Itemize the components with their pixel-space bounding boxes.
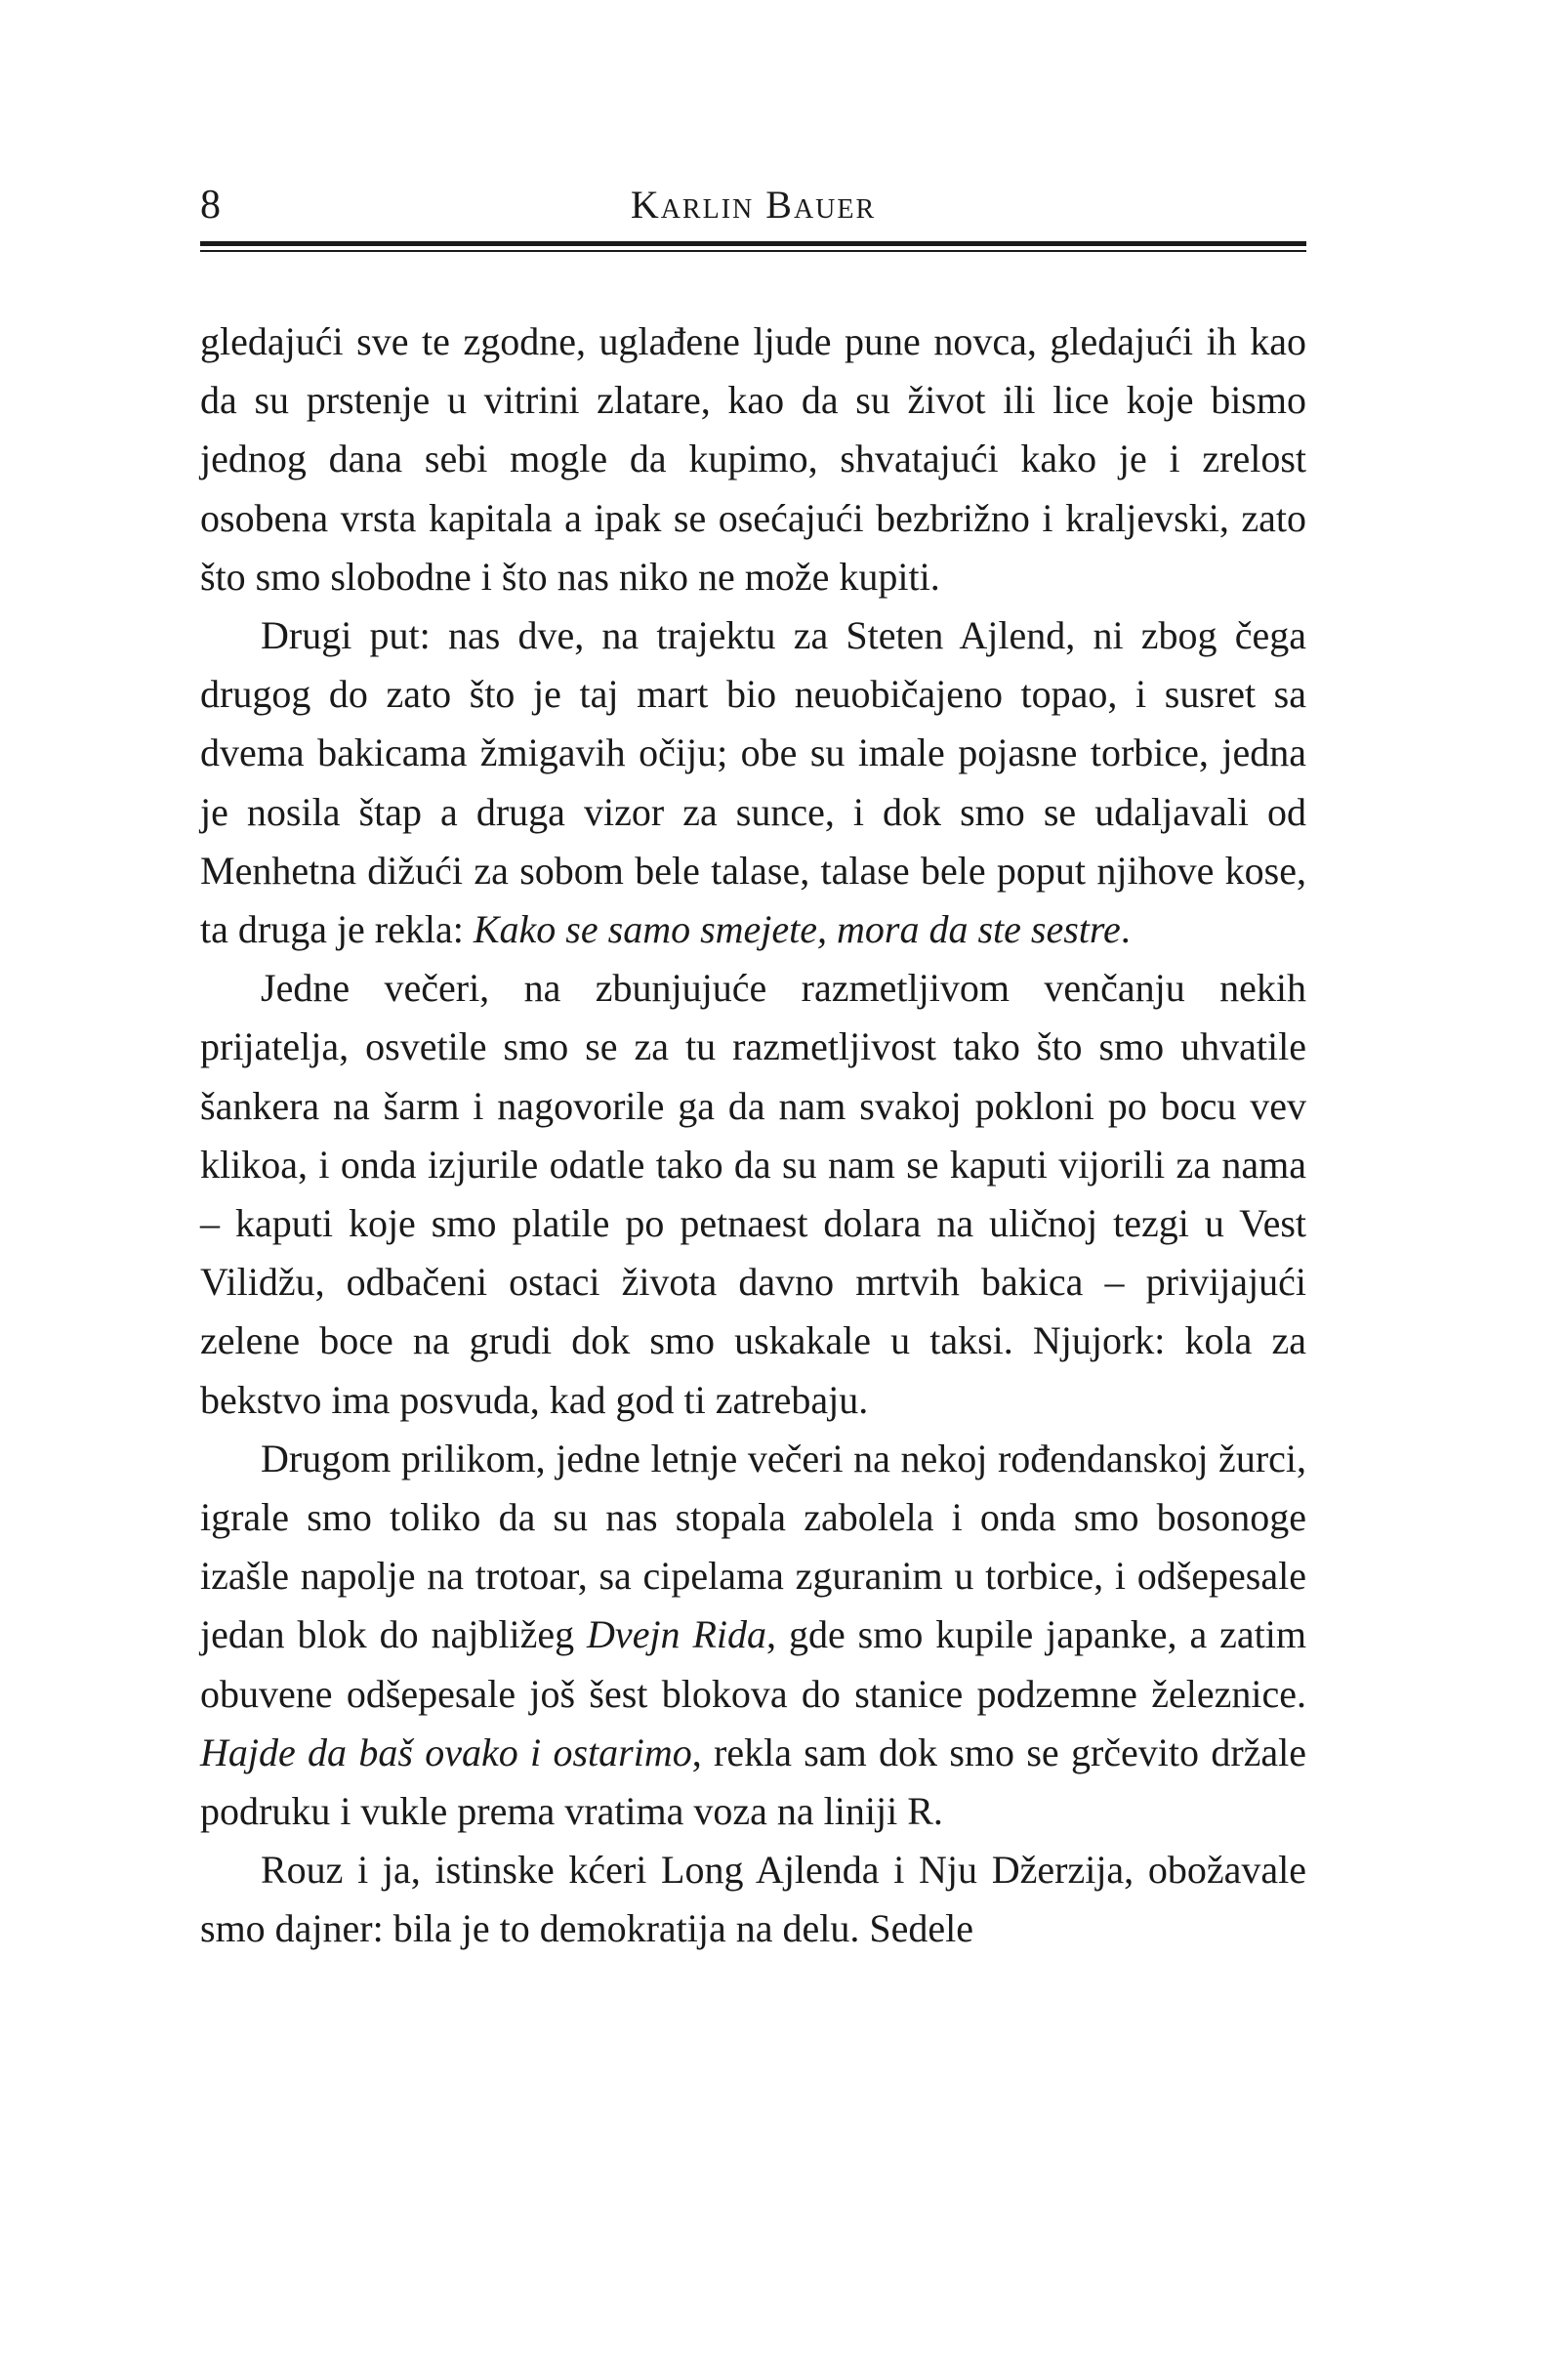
running-head-author: Karlin Bauer: [630, 183, 877, 227]
italic-text: Hajde da baš ovako i ostarimo: [200, 1730, 692, 1774]
text-run: .: [1120, 907, 1131, 952]
paragraph-5: [200, 1841, 1306, 1958]
text-run: Rouz i ja, istinske kćeri Long Ajlenda i Nju Džerzija, obožavale smo dajner: bila je to demokratija na delu. Sedele: [200, 1848, 1306, 1951]
paragraph-4: [200, 1430, 1306, 1841]
text-run: Drugi put: nas dve, na trajektu za Steten Ajlend, ni zbog čega drugog do zato što je taj mart bio neuobičajeno topao, i susret sa dvema bakicama žmigavih očiju; obe su imale pojasne torbice, jedna je nosila štap a druga vizor za sunce, i dok smo se udaljavali od Menhetna dižući za sobom bele talase, talase bele poput njihove kose, ta druga je rekla:: [200, 613, 1306, 952]
page-number: 8: [200, 183, 221, 228]
italic-text: Kako se samo smejete, mora da ste sestre: [473, 907, 1121, 952]
text-run: Jedne večeri, na zbunjujuće razmetljivom venčanju nekih prijatelja, osvetile smo se za tu razmetljivost tako što smo uhvatile šankera na šarm i nagovorile ga da nam svakoj pokloni po bocu vev klikoa, i onda izjurile odatle tako da su nam se kaputi vijorili za nama – kaputi koje smo platile po petnaest dolara na uličnoj tezgi u Vest Vilidžu, odbačeni ostaci života davno mrtvih bakica – privijajući zelene boce na grudi dok smo uskakale u taksi. Njujork: kola za bekstvo ima posvuda, kad god ti zatrebaju.: [200, 966, 1306, 1422]
header-rule-thick: [200, 241, 1306, 246]
paragraph-1: [200, 313, 1306, 606]
text-run: gledajući sve te zgodne, uglađene ljude pune novca, gledajući ih kao da su prstenje u vitrini zlatare, kao da su život ili lice koje bismo jednog dana sebi mogle da kupimo, shvatajući kako je i zrelost osobena vrsta kapitala a ipak se osećajući bezbrižno i kraljevski, zato što smo slobodne i što nas niko ne može kupiti.: [200, 319, 1306, 599]
paragraph-3: [200, 959, 1306, 1430]
page-header: [200, 176, 1306, 234]
header-rule-thin: [200, 250, 1306, 252]
paragraph-2: [200, 606, 1306, 959]
italic-text: Dvejn Rida: [587, 1612, 767, 1657]
text-run: , rekla sam dok smo se grčevito držale podruku i vukle prema vratima voza na liniji R.: [200, 1730, 1307, 1834]
text-run: , gde smo kupile japanke, a zatim obuvene odšepesale još šest blokova do stanice podzemne železnice.: [200, 1612, 1306, 1716]
text-run: Drugom prilikom, jedne letnje večeri na nekoj rođendanskoj žurci, igrale smo toliko da su nas stopala zabolela i onda smo bosonoge izašle napolje na trotoar, sa cipelama zguranim u torbice, i odšepesale jedan blok do najbližeg: [200, 1436, 1306, 1657]
body-text: [200, 313, 1306, 1959]
